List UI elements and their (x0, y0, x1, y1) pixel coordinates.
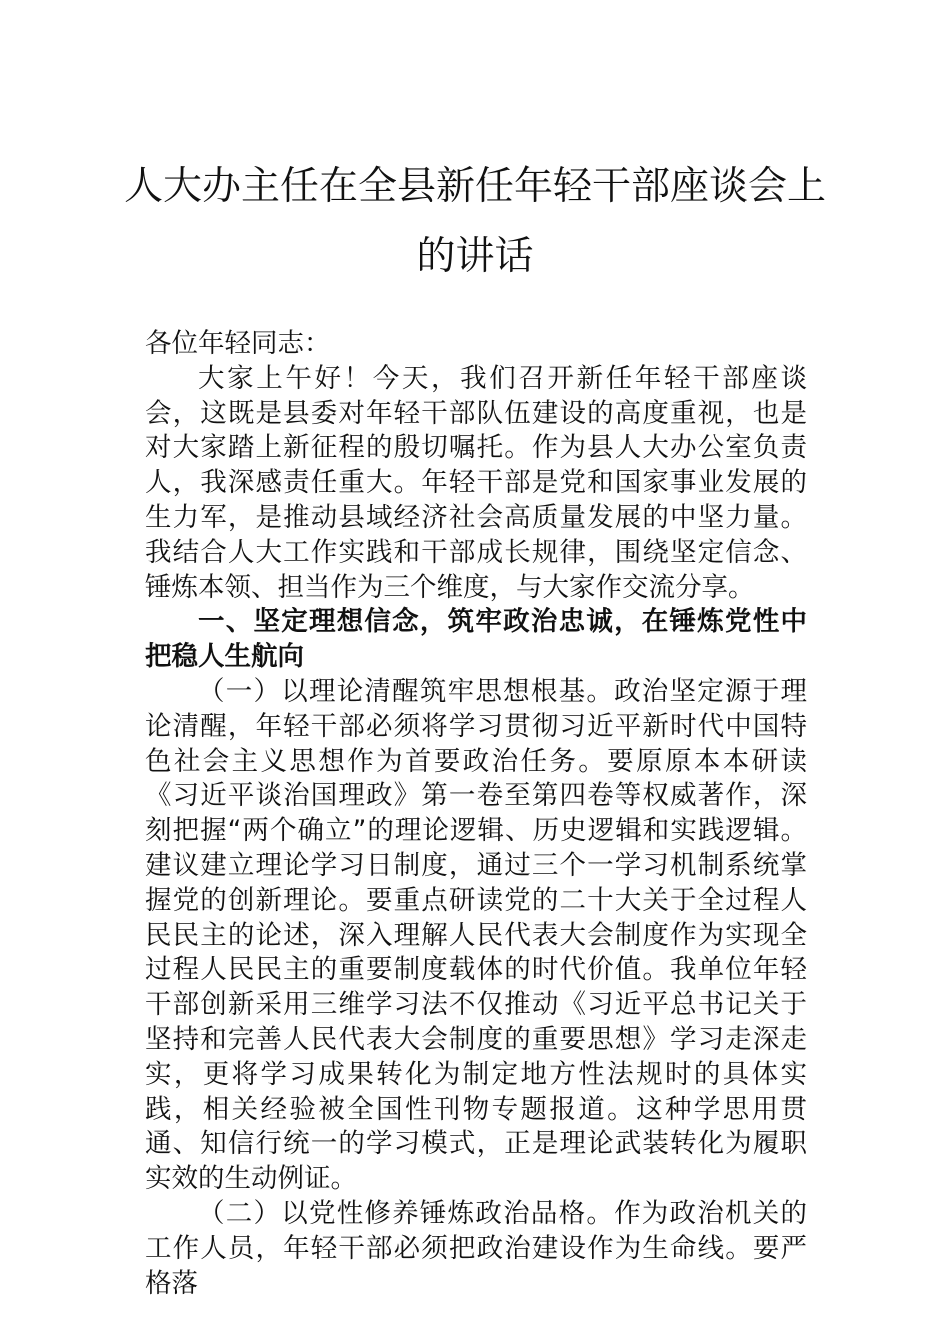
document-title-line-1: 人大办主任在全县新任年轻干部座谈会上 (123, 164, 826, 209)
opening-paragraph: 大家上午好！今天，我们召开新任年轻干部座谈会，这既是县委对年轻干部队伍建设的高度重视，也是对大家踏上新征程的殷切嘱托。作为县人大办公室负责人，我深感责任重大。年轻干部是党和国家事业发展的生力军，是推动县域经济社会高质量发展的中坚力量。我结合人大工作实践和干部成长规律，围绕坚定信念、锤炼本领、担当作为三个维度，与大家作交流分享。 (145, 362, 807, 603)
subsection-paragraph-2: （二）以党性修养锤炼政治品格。作为政治机关的工作人员，年轻干部必须把政治建设作为生命线。要严格落 (145, 1197, 807, 1299)
section-heading-1: 一、坚定理想信念，筑牢政治忠诚，在锤炼党性中把稳人生航向 (145, 606, 807, 673)
salutation: 各位年轻同志： (145, 328, 331, 359)
subsection-paragraph-1: （一）以理论清醒筑牢思想根基。政治坚定源于理论清醒，年轻干部必须将学习贯彻习近平新时代中国特色社会主义思想作为首要政治任务。要原原本本研读《习近平谈治国理政》第一卷至第四卷等权威著作，深刻把握“两个确立”的理论逻辑、历史逻辑和实践逻辑。建议建立理论学习日制度，通过三个一学习机制系统掌握党的创新理论。要重点研读党的二十大关于全过程人民民主的论述，深入理解人民代表大会制度作为实现全过程人民民主的重要制度载体的时代价值。我单位年轻干部创新采用三维学习法不仅推动《习近平总书记关于坚持和完善人民代表大会制度的重要思想》学习走深走实，更将学习成果转化为制定地方性法规时的具体实践，相关经验被全国性刊物专题报道。这种学思用贯通、知信行统一的学习模式，正是理论武装转化为履职实效的生动例证。 (145, 675, 807, 1195)
document-body (145, 327, 807, 1301)
document-title-line-2: 的讲话 (416, 234, 534, 279)
